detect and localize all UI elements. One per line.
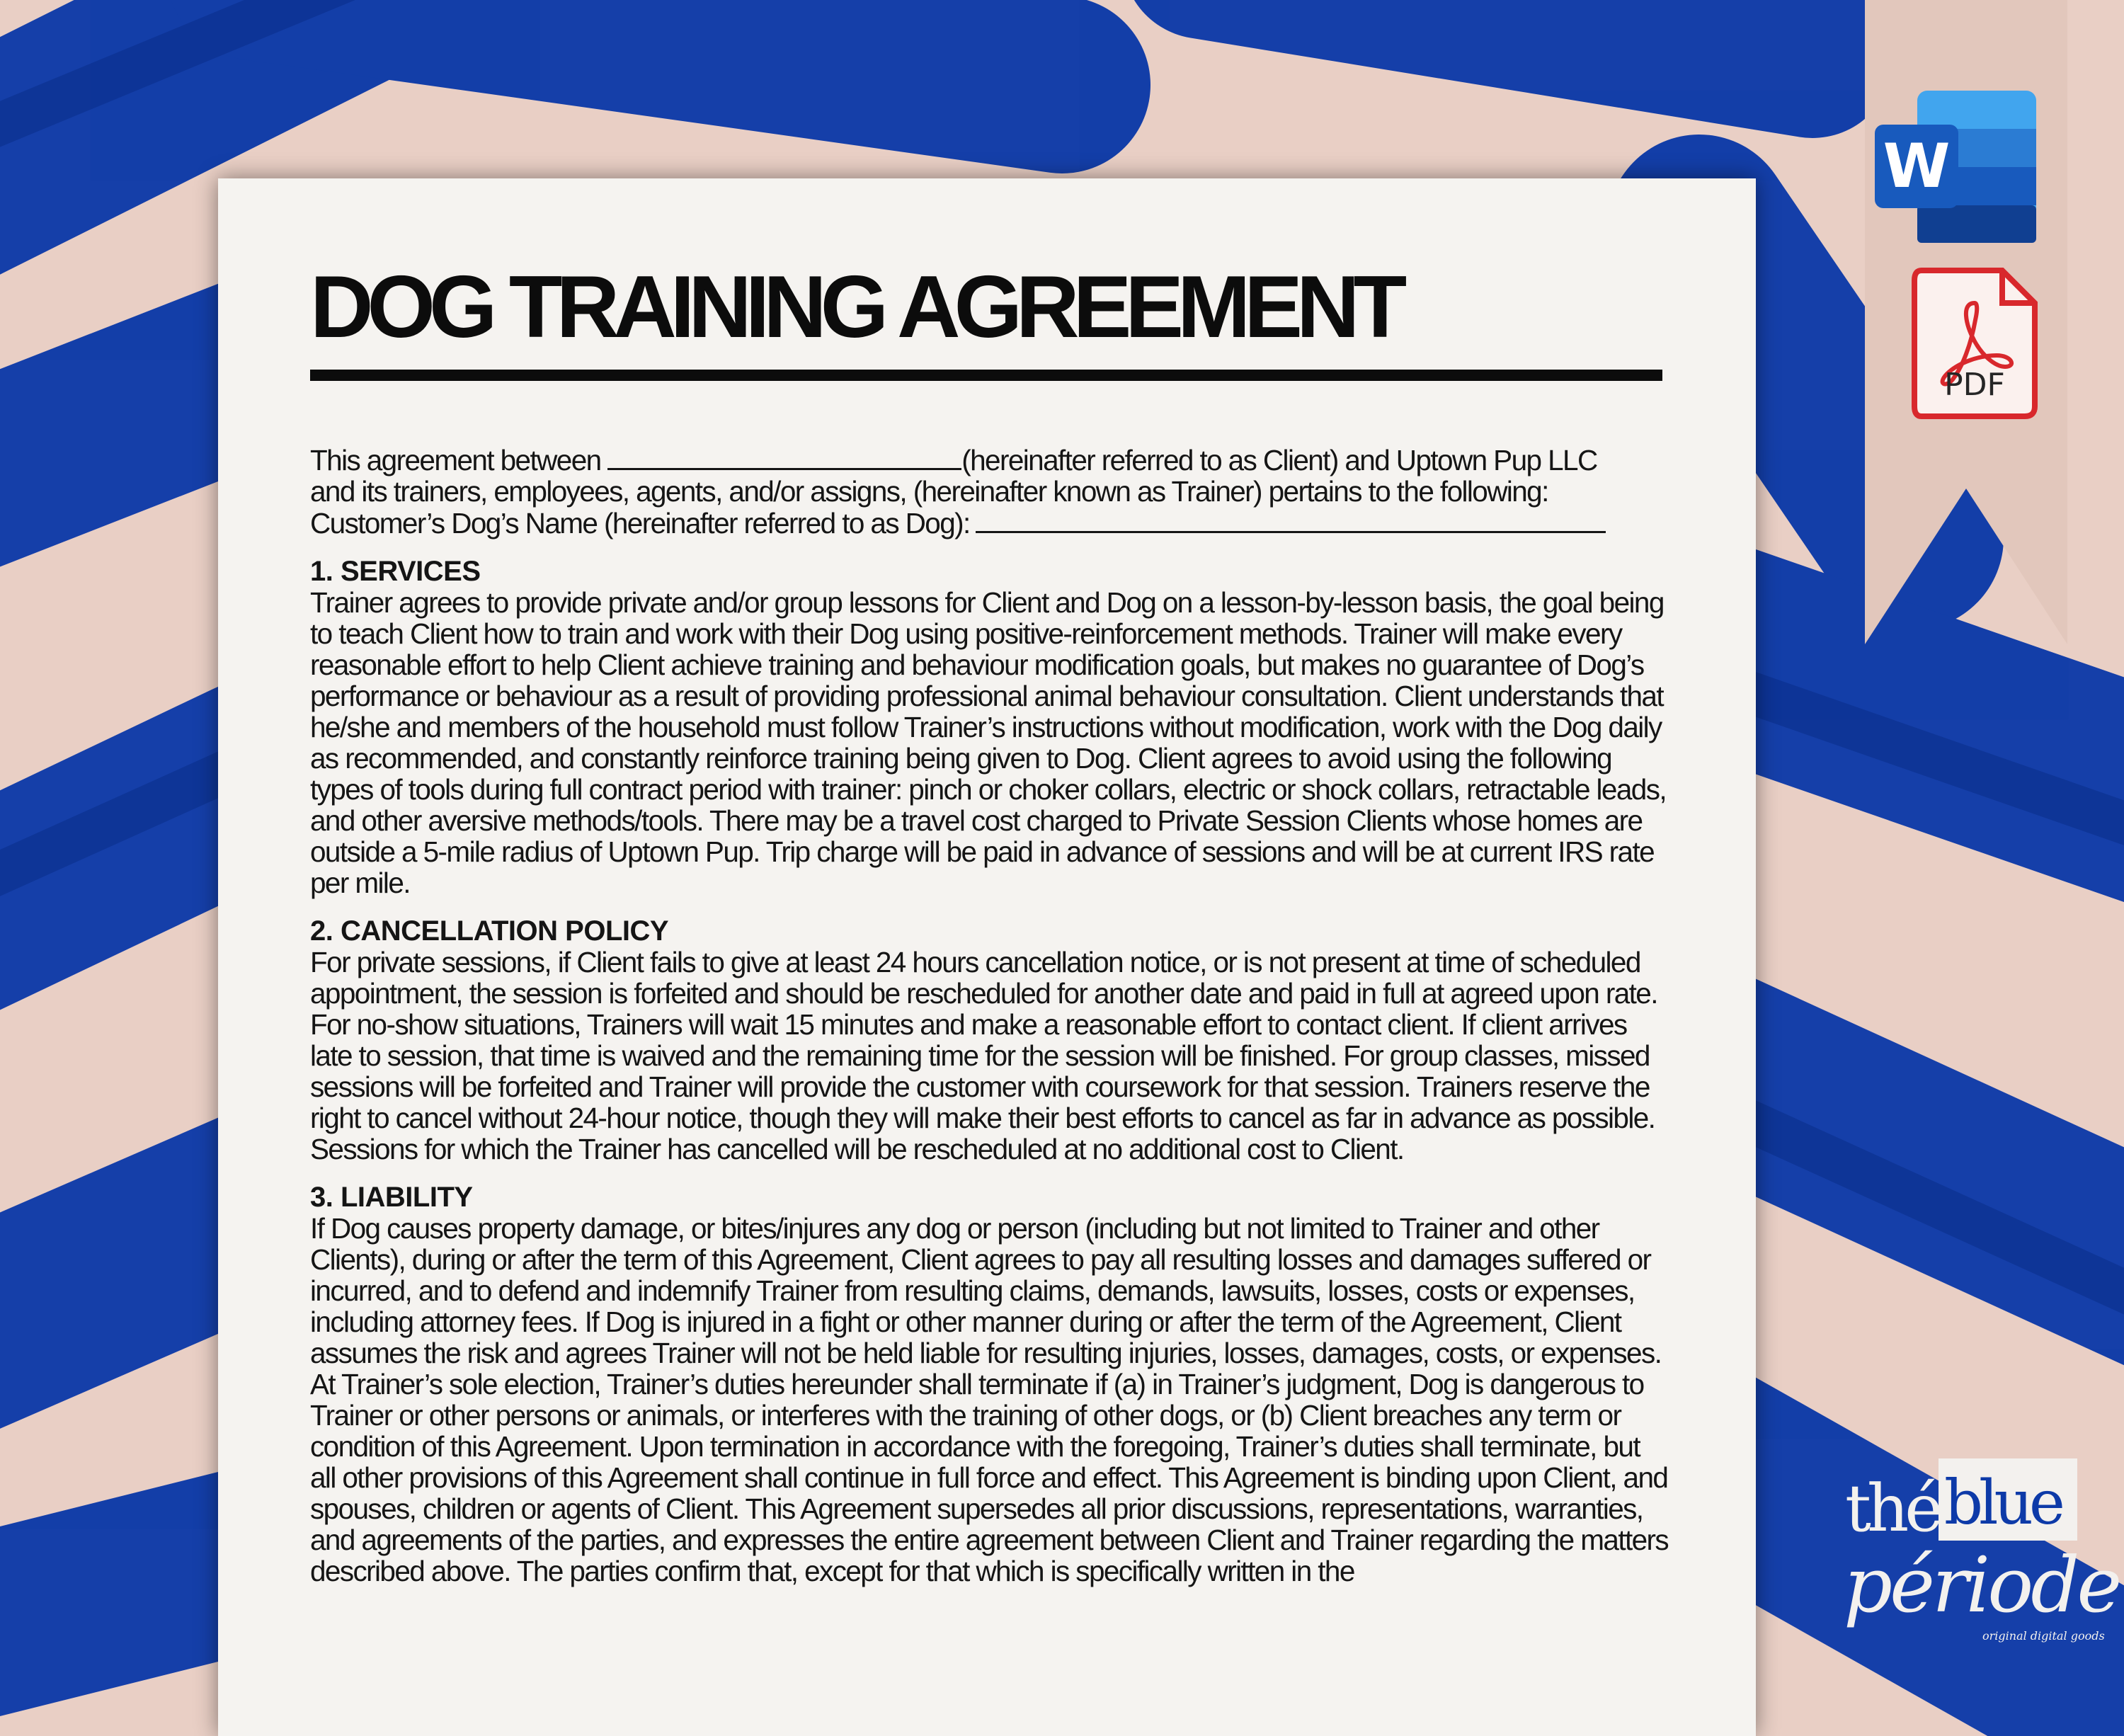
client-name-blank — [607, 444, 961, 470]
word-letter: W — [1883, 131, 1951, 202]
section-text-cancellation: For private sessions, if Client fails to give at least 24 hours cancellation notice, or is not present at time of scheduled appointment, the session is forfeited and should be rescheduled for another date and paid in full at agreed upon rate. For no-show situations, Trainers will wait 15 minutes and make a reasonable effort to contact client. If client arrives late to session, that time is waived and the remaining time for the session will be finished. For group classes, missed sessions will be forfeited and Trainer will provide the customer with coursework for that session. Trainers reserve the right to cancel without 24-hour notice, though they will make their best efforts to cancel as far in advance as possible. Sessions for which the Trainer has cancelled will be rescheduled at no additional cost to Client. — [310, 946, 1657, 1165]
title-underline — [310, 370, 1662, 381]
intro-paragraph — [310, 444, 1669, 539]
document-body — [310, 444, 1669, 1604]
svg-text:blue: blue — [1944, 1468, 2061, 1538]
svg-text:original digital goods: original digital goods — [1982, 1629, 2105, 1643]
intro-line1-start: This agreement between — [310, 444, 608, 476]
section-heading-liability: 3. LIABILITY — [310, 1182, 473, 1213]
section-heading-services: 1. SERVICES — [310, 556, 481, 587]
intro-line3: Customer’s Dog’s Name (hereinafter referred to as Dog): — [310, 507, 970, 539]
document-page — [218, 178, 1756, 1736]
dog-name-blank — [976, 507, 1606, 533]
intro-line1-end: (hereinafter referred to as Client) and Uptown Pup LLC — [961, 444, 1597, 476]
section-text-liability: If Dog causes property damage, or bites/injures any dog or person (including but not limited to Trainer and other Clients), during or after the term of this Agreement, Client agrees to pay all resulting losses and damages suffered or incurred, and to defend and indemnify Trainer from resulting claims, demands, lawsuits, losses, costs or expenses, including attorney fees. If Dog is injured in a fight or other manner during or after the term of the Agreement, Client assumes the risk and agrees Trainer will not be held liable for resulting injuries, losses, damages, costs, or expenses. At Trainer’s sole election, Trainer’s duties hereunder shall terminate if (a) in Trainer’s judgment, Dog is dangerous to Trainer or other persons or animals, or interferes with the training of other dogs, or (b) Client breaches any term or condition of this Agreement. Upon termination in accordance with the foregoing, Trainer’s duties shall terminate, but all other provisions of this Agreement shall continue in full force and effect. This Agreement is binding upon Client, and spouses, children or agents of Client. This Agreement supersedes all prior discussions, representations, warranties, and agreements of the parties, and expresses the entire agreement between Client and Trainer regarding the matters described above. The parties confirm that, except for that which is specifically written in the — [310, 1212, 1669, 1587]
pdf-label: PDF — [1944, 367, 2005, 403]
intro-line2: and its trainers, employees, agents, and/or assigns, (hereinafter known as Trainer) pertains to the following: — [310, 475, 1548, 508]
section-heading-cancellation: 2. CANCELLATION POLICY — [310, 915, 669, 947]
document-title: DOG TRAINING AGREEMENT — [310, 258, 1401, 356]
section-text-services: Trainer agrees to provide private and/or group lessons for Client and Dog on a lesson-by-lesson basis, the goal being to teach Client how to train and work with their Dog using positive-reinforcement methods. Trainer will make every reasonable effort to help Client achieve training and behaviour modification goals, but makes no guarantee of Dog’s performance or behaviour as a result of providing professional animal behaviour consultation. Client understands that he/she and members of the household must follow Trainer’s instructions without modification, work with the Dog daily as recommended, and constantly reinforce training being given to Dog. Client agrees to avoid using the following types of tools during full contract period with trainer: pinch or choker collars, electric or shock collars, retractable leads, and other aversive methods/tools. There may be a travel cost charged to Private Session Clients whose homes are outside a 5-mile radius of Uptown Pup. Trip charge will be paid in advance of sessions and will be at current IRS rate per mile. — [310, 586, 1667, 899]
microsoft-word-icon — [1875, 91, 2038, 243]
svg-text:période: période — [1844, 1541, 2120, 1630]
svg-text:thé: thé — [1845, 1471, 1939, 1546]
the-blue-periode-logo — [1834, 1451, 2120, 1664]
